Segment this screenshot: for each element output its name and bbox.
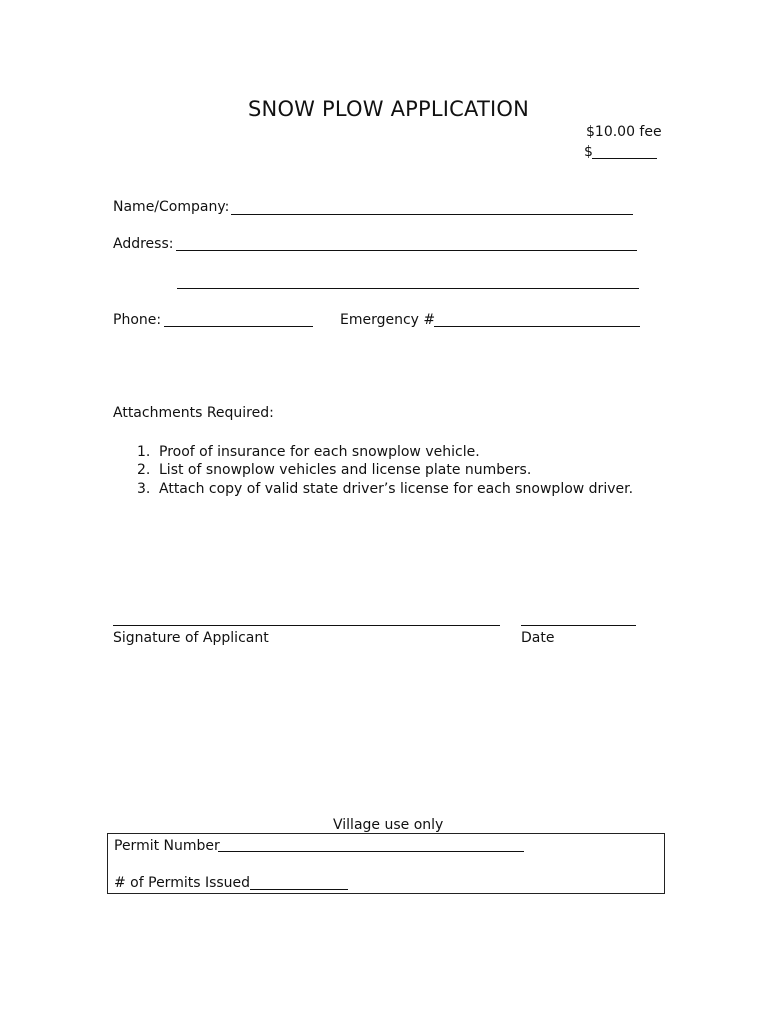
list-item-number: 3. xyxy=(137,481,151,497)
list-item-text: List of snowplow vehicles and license plate numbers. xyxy=(159,462,532,478)
emergency-line[interactable] xyxy=(434,326,640,327)
permits-issued-label: # of Permits Issued xyxy=(114,875,251,891)
village-use-heading: Village use only xyxy=(333,817,444,833)
list-item-text: Proof of insurance for each snowplow vehicle. xyxy=(159,444,480,460)
attachments-heading: Attachments Required: xyxy=(113,405,274,421)
permits-issued-line[interactable] xyxy=(250,889,348,890)
phone-line[interactable] xyxy=(164,326,313,327)
date-line[interactable] xyxy=(521,625,636,626)
signature-label: Signature of Applicant xyxy=(113,630,269,646)
permit-number-label: Permit Number xyxy=(114,838,220,854)
permit-number-line[interactable] xyxy=(218,851,524,852)
name-company-line[interactable] xyxy=(231,214,633,215)
address-line-1[interactable] xyxy=(176,250,637,251)
list-item-number: 2. xyxy=(137,462,151,478)
phone-label: Phone: xyxy=(113,312,162,328)
fee-amount-line[interactable] xyxy=(592,158,657,159)
name-company-label: Name/Company: xyxy=(113,199,230,215)
address-label: Address: xyxy=(113,236,174,252)
page-title: SNOW PLOW APPLICATION xyxy=(248,97,530,121)
signature-line[interactable] xyxy=(113,625,500,626)
list-item-number: 1. xyxy=(137,444,151,460)
emergency-label: Emergency # xyxy=(340,312,436,328)
fee-dollar-prefix: $ xyxy=(584,144,593,160)
list-item-text: Attach copy of valid state driver’s license for each snowplow driver. xyxy=(159,481,634,497)
address-line-2[interactable] xyxy=(177,288,639,289)
date-label: Date xyxy=(521,630,555,646)
fee-label: $10.00 fee xyxy=(586,124,662,140)
